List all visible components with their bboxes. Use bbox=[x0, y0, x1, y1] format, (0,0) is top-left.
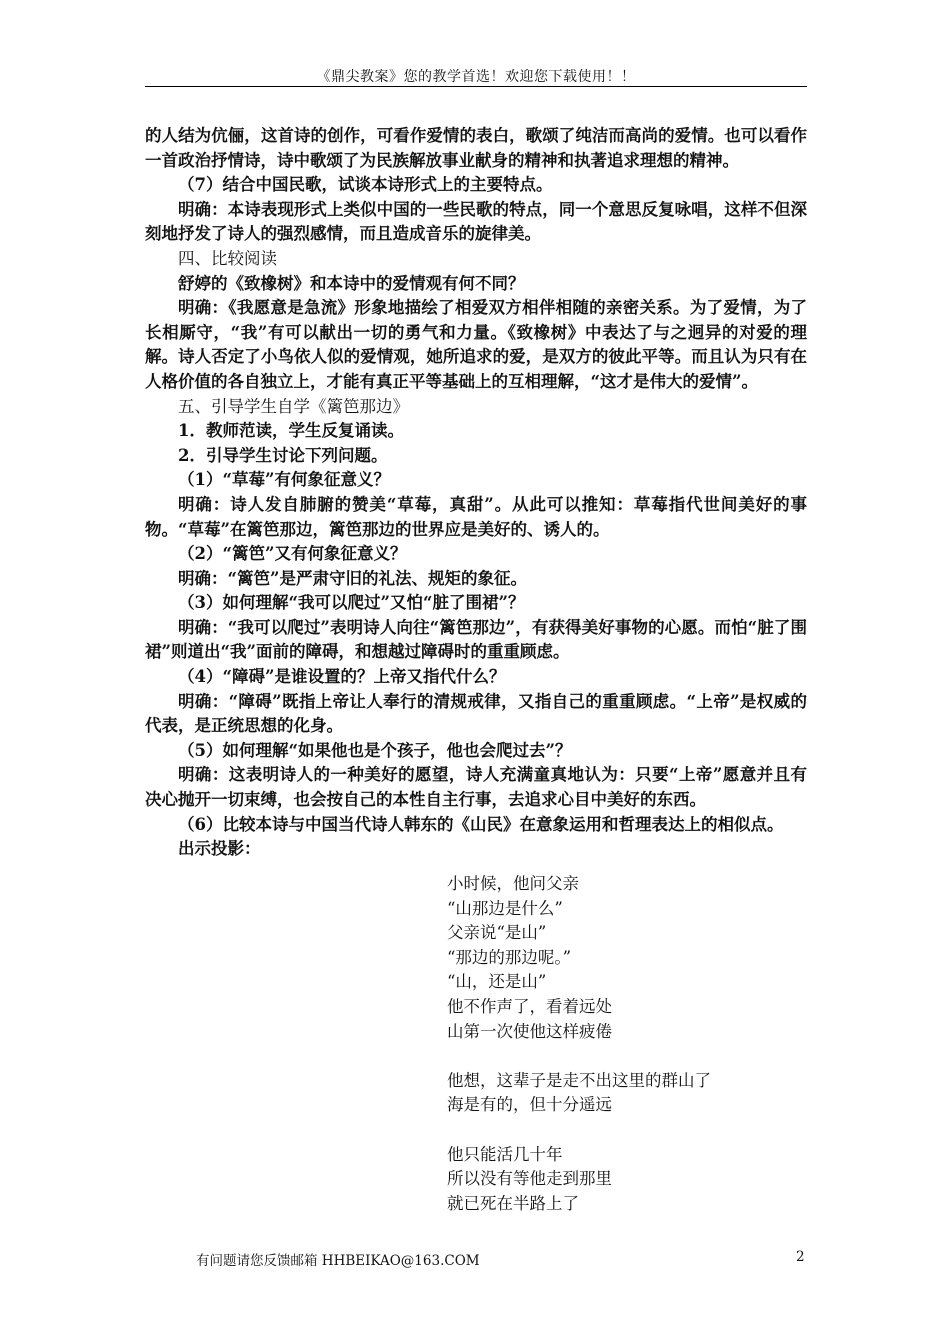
header-divider bbox=[145, 86, 807, 87]
paragraph: （7）结合中国民歌，试谈本诗形式上的主要特点。 bbox=[178, 175, 553, 195]
paragraph: 明确：本诗表现形式上类似中国的一些民歌的特点，同一个意思反复咏唱，这样不但深刻地抒发了诗人的强烈感情，而且造成音乐的旋律美。 bbox=[145, 199, 807, 244]
poem-line: “山，还是山” bbox=[447, 972, 547, 992]
poem-line: “那边的那边呢。” bbox=[447, 947, 572, 967]
paragraph: 1．教师范读，学生反复诵读。 bbox=[178, 421, 404, 441]
paragraph: （2）“篱笆”又有何象征意义？ bbox=[178, 544, 407, 564]
paragraph: （3）如何理解“我可以爬过”又怕“脏了围裙”？ bbox=[178, 593, 525, 613]
paragraph: 明确：这表明诗人的一种美好的愿望，诗人充满童真地认为：只要“上帝”愿意并且有决心抛开一切束缚，也会按自己的本性自主行事，去追求心目中美好的东西。 bbox=[145, 765, 807, 810]
poem-line: 所以没有等他走到那里 bbox=[447, 1169, 612, 1189]
paragraph: （4）“障碍”是谁设置的？上帝又指代什么？ bbox=[178, 667, 506, 687]
page-header: 《鼎尖教案》您的教学首选！欢迎您下载使用！！ bbox=[316, 69, 636, 85]
poem-line bbox=[447, 1118, 777, 1143]
poem-line: 小时候，他问父亲 bbox=[447, 874, 579, 893]
poem-block bbox=[447, 872, 777, 1216]
poem-line: 他只能活几十年 bbox=[447, 1144, 563, 1164]
paragraph: 明确：诗人发自肺腑的赞美“草莓，真甜”。从此可以推知：草莓指代世间美好的事物。“草莓”在篱笆那边，篱笆那边的世界应是美好的、诱人的。 bbox=[145, 494, 807, 539]
paragraph: 明确：“障碍”既指上帝让人奉行的清规戒律，又指自己的重重顾虑。“上帝”是权威的代表，是正统思想的化身。 bbox=[145, 691, 807, 736]
poem-line: 他想，这辈子是走不出这里的群山了 bbox=[447, 1070, 711, 1090]
paragraph: 五、引导学生自学《篱笆那边》 bbox=[178, 396, 409, 416]
poem-line: “山那边是什么” bbox=[447, 898, 563, 918]
poem-line: 海是有的，但十分遥远 bbox=[447, 1095, 612, 1115]
poem-line bbox=[447, 1044, 777, 1069]
paragraph: 明确：“我可以爬过”表明诗人向往“篱笆那边”，有获得美好事物的心愿。而怕“脏了围裙”则道出“我”面前的障碍，和想越过障碍时的重重顾虑。 bbox=[145, 617, 807, 662]
paragraph: 舒婷的《致橡树》和本诗中的爱情观有何不同？ bbox=[178, 273, 525, 293]
poem-line: 他不作声了，看着远处 bbox=[447, 996, 612, 1016]
paragraph: 的人结为伉俪，这首诗的创作，可看作爱情的表白，歌颂了纯洁而高尚的爱情。也可以看作一首政治抒情诗，诗中歌颂了为民族解放事业献身的精神和执著追求理想的精神。 bbox=[145, 126, 807, 170]
paragraph: 明确：《我愿意是急流》形象地描绘了相爱双方相伴相随的亲密关系。为了爱情，为了长相厮守，“我”有可以献出一切的勇气和力量。《致橡树》中表达了与之迥异的对爱的理解。诗人否定了小鸟依人似的爱情观，她所追求的爱，是双方的彼此平等。而且认为只有在人格价值的各自独立上，才能有真正平等基础上的互相理解，“这才是伟大的爱情”。 bbox=[145, 298, 807, 391]
paragraph: 四、比较阅读 bbox=[178, 248, 277, 268]
poem-line: 山第一次使他这样疲倦 bbox=[447, 1021, 612, 1041]
paragraph: （5）如何理解“如果他也是个孩子，他也会爬过去”？ bbox=[178, 740, 572, 760]
paragraph: （6）比较本诗与中国当代诗人韩东的《山民》在意象运用和哲理表达上的相似点。 bbox=[178, 814, 784, 834]
paragraph: 2．引导学生讨论下列问题。 bbox=[178, 445, 388, 465]
page-number: 2 bbox=[796, 1249, 805, 1265]
paragraph: 明确：“篱笆”是严肃守旧的礼法、规矩的象征。 bbox=[178, 568, 527, 588]
paragraph: （1）“草莓”有何象征意义？ bbox=[178, 470, 390, 490]
poem-line: 父亲说“是山” bbox=[447, 923, 547, 943]
paragraph: 出示投影： bbox=[178, 839, 261, 859]
body-text bbox=[145, 124, 807, 862]
poem-line: 就已死在半路上了 bbox=[447, 1193, 579, 1213]
footer-contact: 有问题请您反馈邮箱 HHBEIKAO@163.COM bbox=[196, 1253, 480, 1269]
